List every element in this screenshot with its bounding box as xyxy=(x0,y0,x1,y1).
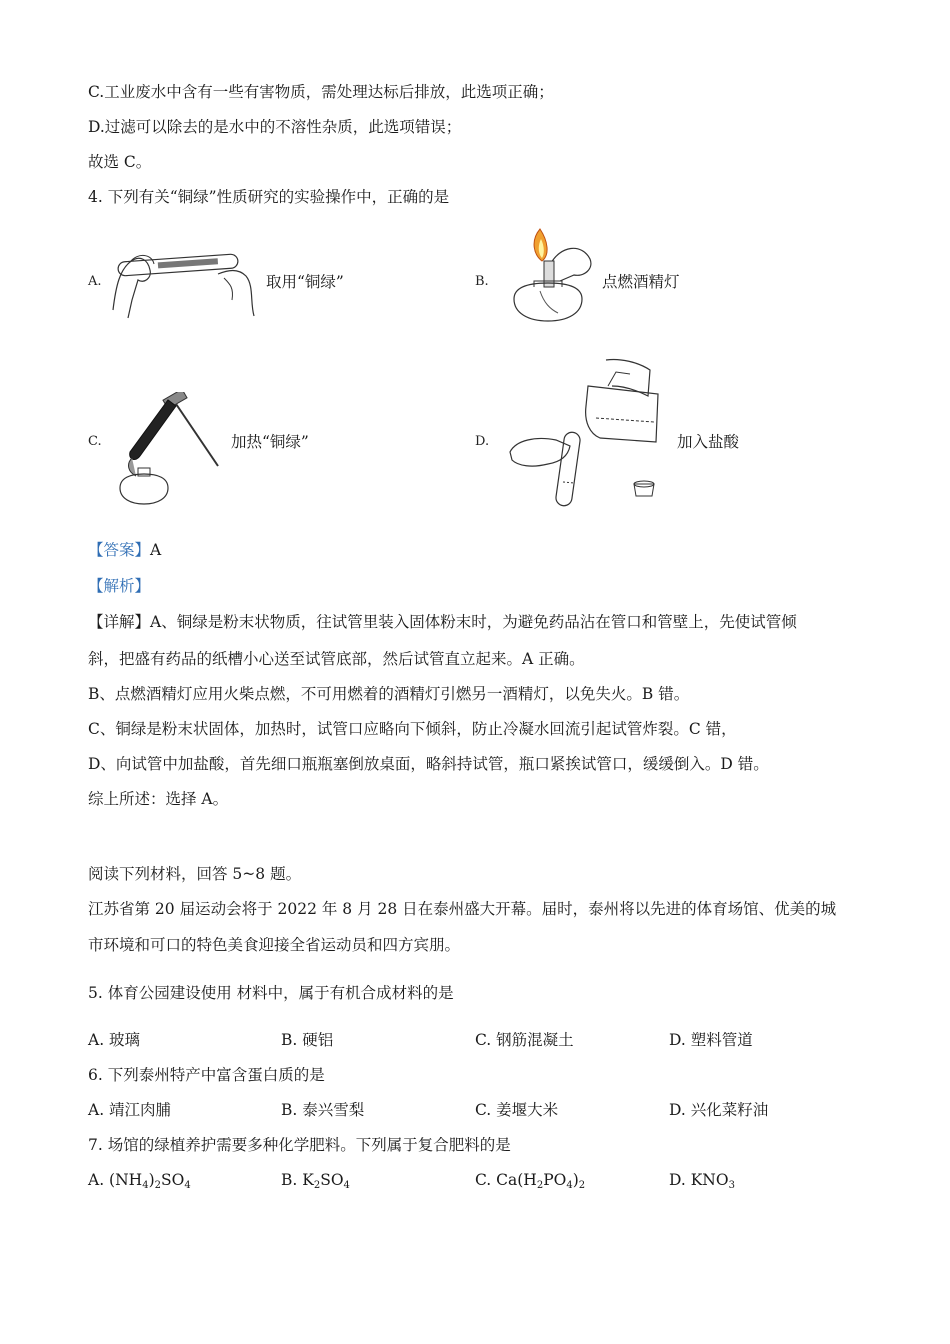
q7-option-c: C. $Ca(H_2PO_4)_2$ xyxy=(475,1171,586,1191)
question-4-stem: 4. 下列有关“铜绿”性质研究的实验操作中，正确的是 xyxy=(88,188,450,206)
answer-tag: 【答案】 xyxy=(88,541,151,559)
detail-line-5: D、向试管中加盐酸，首先细口瓶瓶塞倒放桌面，略斜持试管，瓶口紧挨试管口，缓缓倒入。D 错。 xyxy=(88,755,769,773)
q4-option-a-letter: A. xyxy=(88,274,102,289)
q4-option-b-caption: 点燃酒精灯 xyxy=(602,273,680,291)
detail-line-4: C、铜绿是粉末状固体，加热时，试管口应略向下倾斜，防止冷凝水回流引起试管炸裂。C 错， xyxy=(88,720,737,738)
detail-line-2: 斜，把盛有药品的纸槽小心送至试管底部，然后试管直立起来。A 正确。 xyxy=(88,650,585,668)
answer-line xyxy=(88,540,161,560)
detail-line-6: 综上所述：选择 A。 xyxy=(88,790,229,808)
analysis-tag: 【解析】 xyxy=(88,577,151,595)
q6-option-b: B. 泰兴雪梨 xyxy=(281,1101,365,1119)
q5-option-d: D. 塑料管道 xyxy=(669,1031,753,1049)
q7-option-a: A. $(NH_4)_2SO_4$ xyxy=(88,1171,191,1191)
q4-option-b-figure xyxy=(500,225,600,329)
question-6-stem: 6. 下列泰州特产中富含蛋白质的是 xyxy=(88,1066,325,1084)
q4-option-d-figure xyxy=(508,356,668,508)
line-d-option-explanation: D.过滤可以除去的是水中的不溶性杂质，此选项错误； xyxy=(88,118,462,136)
q5-option-c: C. 钢筋混凝土 xyxy=(475,1031,574,1049)
q4-option-c-figure xyxy=(110,392,222,510)
q4-option-a-figure xyxy=(108,240,260,320)
line-c-option-explanation: C.工业废水中含有一些有害物质，需处理达标后排放，此选项正确； xyxy=(88,83,554,101)
question-7-stem: 7. 场馆的绿植养护需要多种化学肥料。下列属于复合肥料的是 xyxy=(88,1136,511,1154)
question-5-stem: 5. 体育公园建设使用 材料中，属于有机合成材料的是 xyxy=(88,984,454,1002)
reading-intro: 阅读下列材料，回答 5~8 题。 xyxy=(88,865,302,883)
reading-paragraph-line-2: 市环境和可口的特色美食迎接全省运动员和四方宾朋。 xyxy=(88,936,461,954)
q4-option-c-letter: C. xyxy=(88,434,102,449)
detail-p1a: A、铜绿是粉末状物质，往试管里装入固体粉末时，为避免药品沾在管口和管壁上，先使试管倾 xyxy=(150,613,797,631)
q4-option-a-caption: 取用“铜绿” xyxy=(266,273,344,291)
q4-option-d-letter: D. xyxy=(475,434,490,449)
detail-line-1 xyxy=(88,612,797,632)
q7-option-d: D. $KNO_3$ xyxy=(669,1171,735,1191)
detail-line-3: B、点燃酒精灯应用火柴点燃，不可用燃着的酒精灯引燃另一酒精灯，以免失火。B 错。 xyxy=(88,685,690,703)
q5-option-b: B. 硬铝 xyxy=(281,1031,334,1049)
reading-paragraph-line-1: 江苏省第 20 届运动会将于 2022 年 8 月 28 日在泰州盛大开幕。届时，泰州将以先进的体育场馆、优美的城 xyxy=(88,900,837,918)
q4-option-c-caption: 加热“铜绿” xyxy=(231,433,309,451)
q4-option-b-letter: B. xyxy=(475,274,489,289)
q6-option-a: A. 靖江肉脯 xyxy=(88,1101,172,1119)
answer-value: A xyxy=(150,541,162,559)
q6-option-c: C. 姜堰大米 xyxy=(475,1101,559,1119)
q6-option-d: D. 兴化菜籽油 xyxy=(669,1101,769,1119)
q5-option-a: A. 玻璃 xyxy=(88,1031,141,1049)
detail-tag: 【详解】 xyxy=(88,613,151,631)
q4-option-d-caption: 加入盐酸 xyxy=(677,433,740,451)
q7-option-b: B. $K_2SO_4$ xyxy=(281,1171,350,1191)
line-choose-c: 故选 C。 xyxy=(88,153,152,171)
